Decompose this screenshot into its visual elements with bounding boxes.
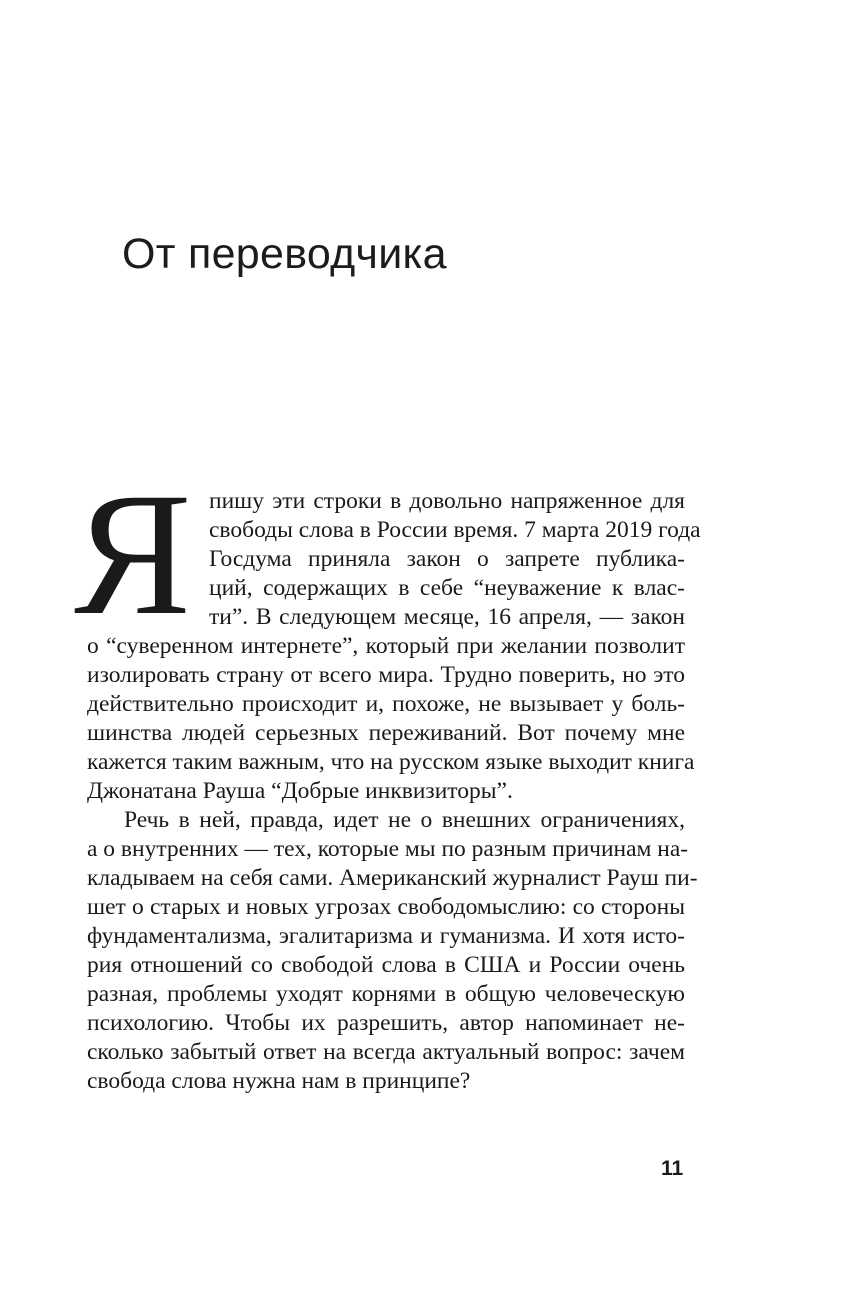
text-line: действительно происходит и, похоже, не вызывает у боль- (87, 691, 685, 717)
text-line: о “суверенном интернете”, который при желании позволит (87, 633, 685, 659)
chapter-title: От переводчика (122, 230, 447, 278)
text-line: пишу эти строки в довольно напряженное для (209, 488, 685, 514)
page-number: 11 (661, 1157, 684, 1180)
text-line: шет о старых и новых угрозах свободомыслию: со стороны (87, 894, 685, 920)
text-line: Джонатана Рауша “Добрые инквизиторы”. (87, 778, 513, 804)
text-line: шинства людей серьезных переживаний. Вот почему мне (87, 720, 685, 746)
text-line: а о внутренних — тех, которые мы по разным причинам на- (87, 836, 689, 862)
text-line: кладываем на себя сами. Американский журналист Рауш пи- (87, 865, 698, 891)
text-line: фундаментализма, эгалитаризма и гуманизма. И хотя исто- (87, 923, 685, 949)
text-line: Речь в ней, правда, идет не о внешних ограничениях, (124, 807, 685, 833)
text-line: ций, содержащих в себе “неуважение к влас- (209, 575, 685, 601)
text-line: психологию. Чтобы их разрешить, автор напоминает не- (87, 1010, 685, 1036)
text-line: сколько забытый ответ на всегда актуальный вопрос: зачем (87, 1039, 685, 1065)
text-line: рия отношений со свободой слова в США и России очень (87, 952, 685, 978)
text-line: свободы слова в России время. 7 марта 2019 года (209, 517, 701, 543)
text-line: ти”. В следующем месяце, 16 апреля, — закон (209, 604, 685, 630)
text-line: кажется таким важным, что на русском языке выходит книга (87, 749, 695, 775)
drop-cap-letter: Я (74, 457, 192, 652)
text-line: изолировать страну от всего мира. Трудно поверить, но это (87, 662, 685, 688)
text-line: Госдума приняла закон о запрете публика- (209, 546, 685, 572)
text-line: разная, проблемы уходят корнями в общую человеческую (87, 981, 685, 1007)
text-line: свобода слова нужна нам в принципе? (87, 1068, 471, 1094)
